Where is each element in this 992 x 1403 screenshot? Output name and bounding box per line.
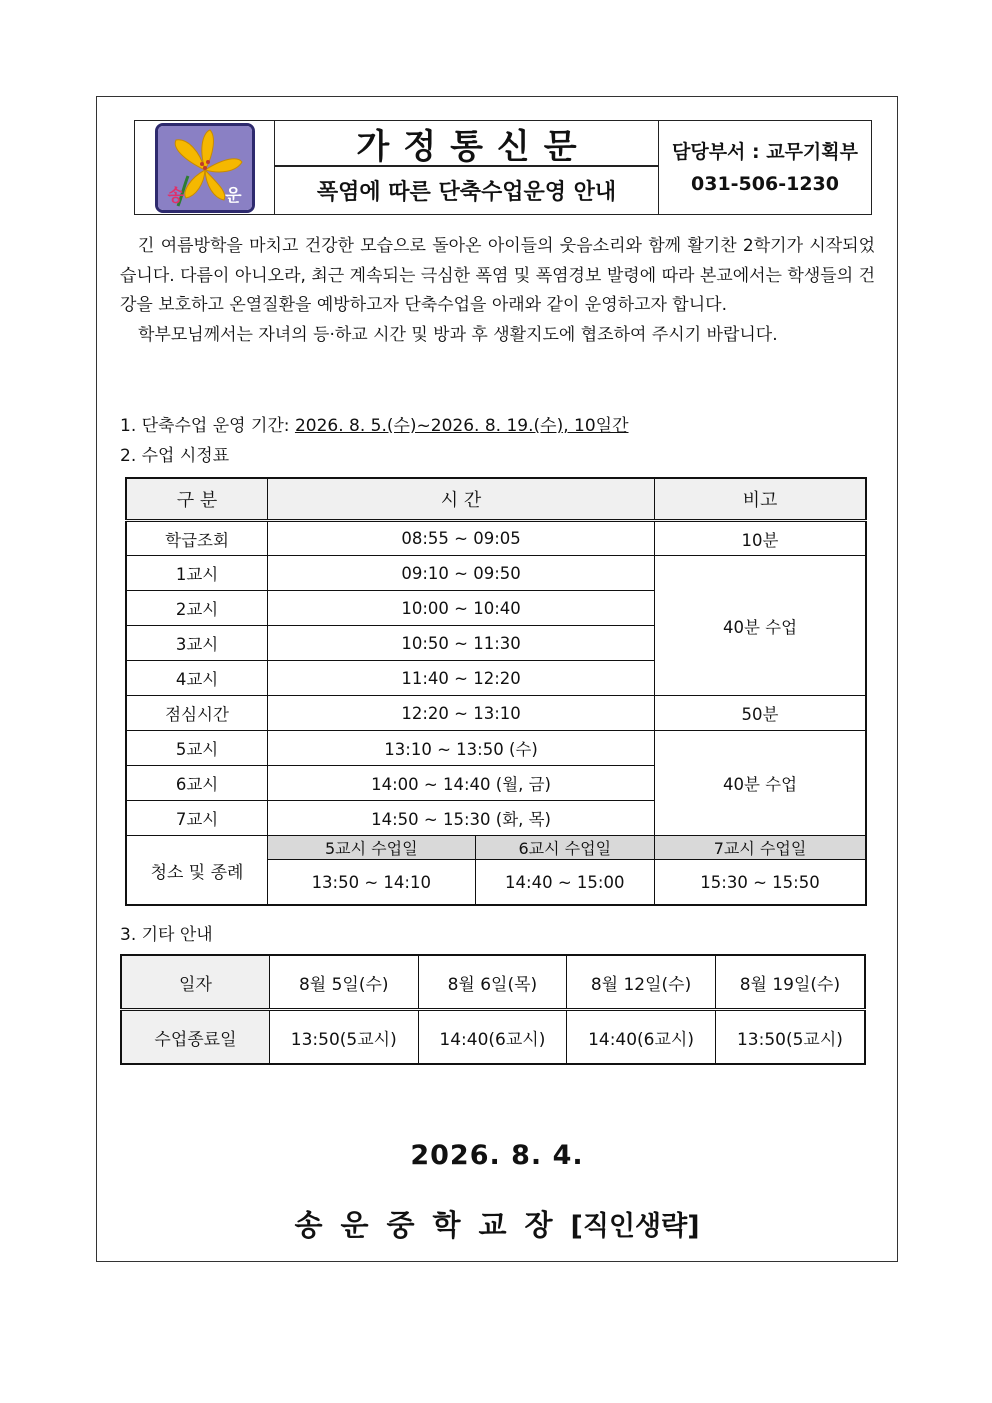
cleaning-time: 15:30 ~ 15:50 <box>655 860 866 906</box>
period-note: 10분 <box>655 521 866 556</box>
period-time: 10:50 ~ 11:30 <box>268 626 655 661</box>
period-time: 10:00 ~ 10:40 <box>268 591 655 626</box>
etc-end-time: 14:40(6교시) <box>567 1010 716 1065</box>
etc-end-time: 13:50(5교시) <box>715 1010 865 1065</box>
table-row <box>126 696 866 731</box>
period-name: 3교시 <box>126 626 268 661</box>
document-title: 가정통신문 <box>275 121 658 166</box>
letter-header <box>134 120 872 215</box>
cleaning-time: 13:50 ~ 14:10 <box>268 860 475 906</box>
schedule-header-time: 시 간 <box>268 478 655 521</box>
table-row <box>126 556 866 591</box>
cleaning-header: 5교시 수업일 <box>268 836 475 860</box>
schedule-header-note: 비고 <box>655 478 866 521</box>
section-schedule-label: 2. 수업 시정표 <box>120 446 230 466</box>
period-name: 7교시 <box>126 801 268 836</box>
cleaning-time: 14:40 ~ 15:00 <box>475 860 655 906</box>
etc-table <box>120 954 866 1065</box>
period-time: 12:20 ~ 13:10 <box>268 696 655 731</box>
intro-text <box>120 232 875 350</box>
table-row <box>121 1010 865 1065</box>
phone-number: 031-506-1230 <box>691 172 839 195</box>
period-name: 5교시 <box>126 731 268 766</box>
period-time: 14:50 ~ 15:30 (화, 목) <box>268 801 655 836</box>
school-logo <box>155 123 255 213</box>
period-name: 점심시간 <box>126 696 268 731</box>
logo-char-right: 운 <box>225 185 242 206</box>
period-name: 6교시 <box>126 766 268 801</box>
period-name: 2교시 <box>126 591 268 626</box>
period-time: 08:55 ~ 09:05 <box>268 521 655 556</box>
signature-line <box>96 1203 898 1244</box>
section-etc-label: 3. 기타 안내 <box>120 925 213 945</box>
etc-row-label: 일자 <box>121 955 269 1010</box>
cleaning-label: 청소 및 종례 <box>126 836 268 906</box>
etc-row-label: 수업종료일 <box>121 1010 269 1065</box>
cleaning-header-row <box>126 836 866 860</box>
cleaning-header: 7교시 수업일 <box>655 836 866 860</box>
schedule-header-row <box>126 478 866 521</box>
period-name: 학급조회 <box>126 521 268 556</box>
section-period <box>120 411 629 436</box>
etc-date: 8월 19일(수) <box>715 955 865 1010</box>
table-row <box>121 955 865 1010</box>
stamp-note: [직인생략] <box>570 1211 700 1242</box>
contact-cell <box>659 121 871 214</box>
document-subtitle: 폭염에 따른 단축수업운영 안내 <box>275 166 658 214</box>
logo-char-left: 송 <box>167 185 184 206</box>
issue-date: 2026. 8. 4. <box>410 1140 584 1171</box>
section-period-label: 1. 단축수업 운영 기간: <box>120 416 295 436</box>
section-period-value: 2026. 8. 5.(수)~2026. 8. 19.(수), 10일간 <box>294 416 629 436</box>
etc-date: 8월 5일(수) <box>269 955 418 1010</box>
period-time: 09:10 ~ 09:50 <box>268 556 655 591</box>
period-note: 40분 수업 <box>655 731 866 836</box>
logo-cell <box>135 121 275 214</box>
table-row <box>126 731 866 766</box>
etc-date: 8월 6일(목) <box>418 955 567 1010</box>
schedule-table <box>125 477 867 906</box>
period-name: 1교시 <box>126 556 268 591</box>
period-time: 11:40 ~ 12:20 <box>268 661 655 696</box>
schedule-header-category: 구 분 <box>126 478 268 521</box>
period-note: 50분 <box>655 696 866 731</box>
period-time: 14:00 ~ 14:40 (월, 금) <box>268 766 655 801</box>
department-label: 담당부서 : 교무기획부 <box>671 140 858 163</box>
signer-name: 송운중학교장 <box>294 1208 571 1242</box>
etc-end-time: 13:50(5교시) <box>269 1010 418 1065</box>
etc-date: 8월 12일(수) <box>567 955 716 1010</box>
table-row <box>126 521 866 556</box>
intro-paragraph-2: 학부모님께서는 자녀의 등·하교 시간 및 방과 후 생활지도에 협조하여 주시기 바랍니다. <box>138 324 778 345</box>
period-note: 40분 수업 <box>655 556 866 696</box>
period-name: 4교시 <box>126 661 268 696</box>
intro-paragraph-1: 긴 여름방학을 마치고 건강한 모습으로 돌아온 아이들의 웃음소리와 함께 활기찬 2학기가 시작되었습니다. 다름이 아니오라, 최근 계속되는 극심한 폭염 및 폭염경보 발령에 따라 본교에서는 학생들의 건강을 보호하고 온열질환을 예방하고자 단축수업을 아래와 같이 운영하고자 합니다. <box>120 236 875 315</box>
cleaning-header: 6교시 수업일 <box>475 836 655 860</box>
title-cell <box>275 121 659 214</box>
period-time: 13:10 ~ 13:50 (수) <box>268 731 655 766</box>
etc-end-time: 14:40(6교시) <box>418 1010 567 1065</box>
